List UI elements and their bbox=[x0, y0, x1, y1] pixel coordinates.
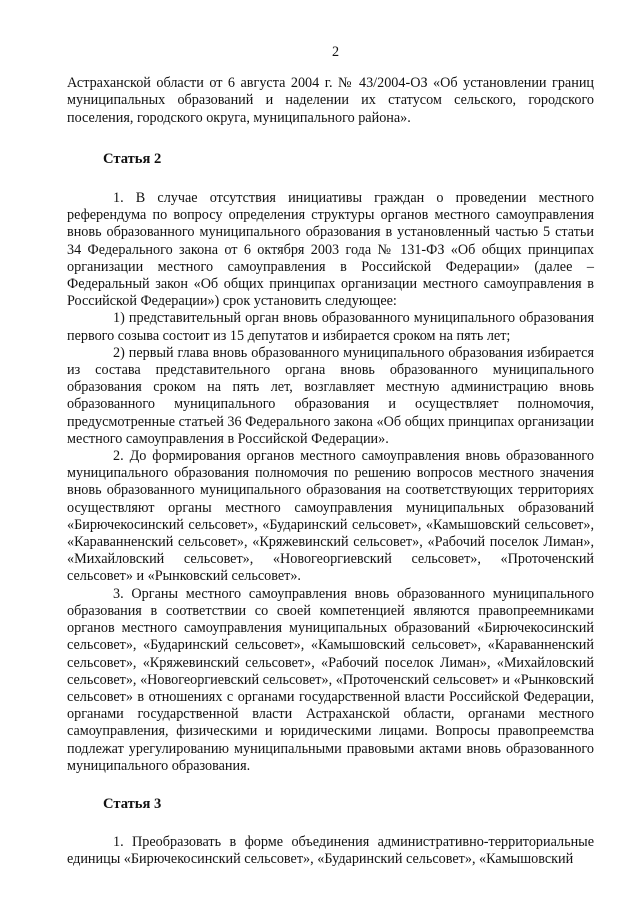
intro-paragraph: Астраханской области от 6 августа 2004 г. № 43/2004-ОЗ «Об установлении границ муниципальных образований и наделении их статусом сельского, городского поселения, городского округа, муниципального района». bbox=[67, 75, 594, 126]
article-2-item-1: 1) представительный орган вновь образованного муниципального образования первого созыва состоит из 15 депутатов и избирается сроком на пять лет; bbox=[67, 310, 594, 344]
article-3-heading: Статья 3 bbox=[103, 795, 162, 812]
article-2-paragraph-1: 1. В случае отсутствия инициативы граждан о проведении местного референдума по вопросу определения структуры органов местного самоуправления вновь образованного муниципального образования в установленный частью 5 статьи 34 Федерального закона от 6 октября 2003 года № 131-ФЗ «Об общих принципах организации местного самоуправления в Российской Федерации» (далее – Федеральный закон «Об общих принципах организации местного самоуправления в Российской Федерации») срок установить следующее: bbox=[67, 190, 594, 310]
article-2-paragraph-2: 2. До формирования органов местного самоуправления вновь образованного муниципального образования полномочия по решению вопросов местного значения вновь образованного муниципального образования на соответствующих территориях осуществляют органы местного самоуправления муниципальных образований «Бирючекосинский сельсовет», «Бударинский сельсовет», «Камышовский сельсовет», «Караванненский сельсовет», «Кряжевинский сельсовет», «Рабочий поселок Лиман», «Михайловский сельсовет», «Новогеоргиевский сельсовет», «Проточенский сельсовет» и «Рынковский сельсовет». bbox=[67, 448, 594, 585]
article-2-paragraph-3: 3. Органы местного самоуправления вновь образованного муниципального образования в соответствии со своей компетенцией являются правопреемниками органов местного самоуправления муниципальных образований «Бирючекосинский сельсовет», «Бударинский сельсовет», «Камышовский сельсовет», «Караванненский сельсовет», «Кряжевинский сельсовет», «Рабочий поселок Лиман», «Михайловский сельсовет», «Новогеоргиевский сельсовет», «Проточенский сельсовет» и «Рынковский сельсовет» в отношениях с органами государственной власти Российской Федерации, органами государственной власти Астраханской области, органами местного самоуправления, физическими и юридическими лицами. Вопросы правопреемства подлежат урегулированию муниципальными правовыми актами вновь образованного муниципального образования. bbox=[67, 585, 594, 774]
article-2-heading: Статья 2 bbox=[103, 150, 162, 167]
article-2-item-2: 2) первый глава вновь образованного муниципального образования избирается из состава представительного органа вновь образованного муниципального образования сроком на пять лет, возглавляет местную администрацию вновь образованного муниципального образования и осуществляет полномочия, предусмотренные статьей 36 Федерального закона «Об общих принципах организации местного самоуправления в Российской Федерации». bbox=[67, 344, 594, 447]
article-3-paragraph-1: 1. Преобразовать в форме объединения административно-территориальные единицы «Бирючекосинский сельсовет», «Бударинский сельсовет», «Камышовский bbox=[67, 834, 594, 868]
page-number: 2 bbox=[331, 44, 340, 60]
